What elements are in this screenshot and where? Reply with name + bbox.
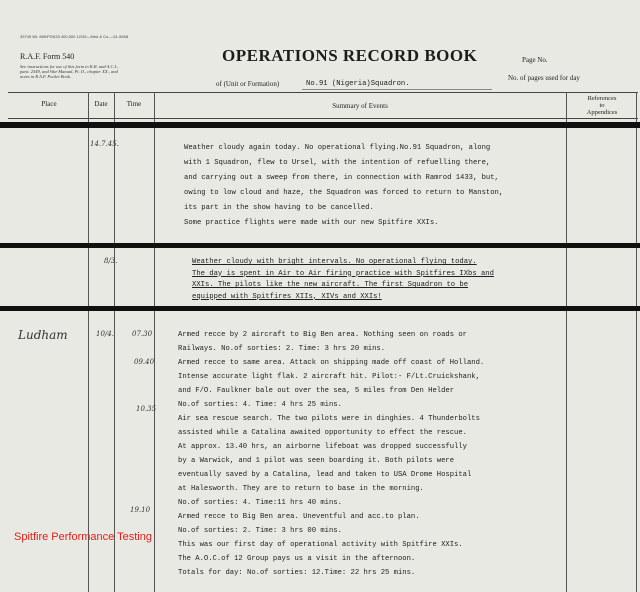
header-bottom-rule [8,118,638,119]
entry-time: 09.40 [134,358,155,366]
summary-line: with 1 Squadron, flew to Ursel, with the intention of refuelling there, [184,159,491,167]
summary-line: No.of sorties: 2. Time: 3 hrs 00 mins. [178,527,342,535]
instruction-line: notes in R.A.F. Pocket Book. [20,74,72,79]
column-place: Place [41,100,57,108]
summary-line: Weather cloudy again today. No operational flying.No.91 Squadron, along [184,144,491,152]
entry-time: 19.10 [130,506,151,514]
summary-line: No.of sorties: 4. Time: 4 hrs 25 mins. [178,401,342,409]
entry-place: Ludham [18,328,68,342]
divider-time [154,92,155,592]
entry-date: 10/4. [96,330,114,338]
summary-line: its part in the show having to be cancelled. [184,204,374,212]
references-line: to [599,102,605,109]
summary-line: and carrying out a sweep from there, in connection with Ramrod 1433, but, [184,174,499,182]
column-summary: Summary of Events [332,102,388,110]
entry-summary [192,257,494,303]
summary-line: assisted while a Catalina awaited opportunity to effect the rescue. [178,429,467,437]
column-date: Date [94,100,108,108]
unit-underline [302,89,492,90]
summary-line: The A.O.C.of 12 Group pays us a visit in the afternoon. [178,555,416,563]
summary-line: Intense accurate light flak. 2 aircraft hit. Pilot:- F/Lt.Cruickshank, [178,373,480,381]
header-top-rule [8,92,638,93]
column-references [566,95,638,116]
page-title: OPERATIONS RECORD BOOK [222,46,478,65]
separator-band [0,243,640,248]
pages-used-label: No. of pages used for day [508,74,580,82]
summary-line: This was our first day of operational activity with Spitfire XXIs. [178,541,463,549]
entry-date: 14.7.45. [90,140,119,148]
entry-summary [184,141,503,231]
summary-line: At approx. 13.40 hrs, an airborne lifeboat was dropped successfully [178,443,467,451]
divider-date [114,92,115,592]
column-time: Time [126,100,142,108]
page-no-label: Page No. [522,56,548,64]
summary-line: Railways. No.of sorties: 2. Time: 3 hrs 20 mins. [178,345,386,353]
summary-line: equipped with Spitfires XIIs, XIVs and XXIs! [192,292,382,301]
summary-line: XXIs. The pilots like the new aircraft. The first Squadron to be [192,281,469,289]
printer-line: 39749 Wt. 869/P2/633 400,000 12/39—Med & Co.—51-5658 [20,34,129,39]
entry-time: 07.30 [132,330,153,338]
summary-line: eventually saved by a Catalina, lead and taken to USA Drome Hospital [178,471,472,479]
summary-line: Armed recce to same area. Attack on shipping made off coast of Holland. [178,359,485,367]
summary-line: Armed recce by 2 aircraft to Big Ben area. Nothing seen on roads or [178,331,467,339]
entry-time: 10.35 [136,405,157,413]
references-line: References [587,95,617,102]
instruction-line: para. 2349, and War Manual, Pt. II., chapter XX., and [20,69,118,74]
summary-line: Weather cloudy with bright intervals. No operational flying today. [192,258,477,266]
divider-place [88,92,89,592]
summary-line: and F/O. Faulkner bale out over the sea, 5 miles from Den Helder [178,387,455,395]
divider-right [636,92,637,592]
entry-summary [178,328,484,580]
separator-band [0,122,640,128]
separator-band [0,306,640,311]
instruction-line: See instructions for use of this form in K.R. and A.C.I., [20,64,119,69]
summary-line: by a Warwick, and 1 pilot was seen boarding it. Both pilots were [178,457,455,465]
references-line: Appendices [586,109,618,116]
summary-line: owing to low cloud and haze, the Squadron was forced to return to Manston, [184,189,504,197]
summary-line: Air sea rescue search. The two pilots were in dinghies. 4 Thunderbolts [178,415,480,423]
annotation-label: Spitfire Performance Testing [14,531,152,543]
summary-line: No.of sorties: 4. Time:11 hrs 40 mins. [178,499,342,507]
divider-summary [566,92,567,592]
summary-line: Some practice flights were made with our new Spitfire XXIs. [184,219,439,227]
unit-value: No.91 (Nigeria)Squadron. [306,80,410,88]
unit-label: of (Unit or Formation) [216,80,280,88]
form-number: R.A.F. Form 540 [20,52,75,61]
summary-line: The day is spent in Air to Air firing practice with Spitfires IXbs and [192,269,494,278]
summary-line: Totals for day: No.of sorties: 12.Time: 22 hrs 25 mins. [178,569,416,577]
summary-line: Armed recce to Big Ben area. Uneventful and acc.to plan. [178,513,420,521]
form-instructions [20,64,160,79]
summary-line: at Halesworth. They are to return to base in the morning. [178,485,424,493]
entry-date: 8/3. [104,257,118,265]
